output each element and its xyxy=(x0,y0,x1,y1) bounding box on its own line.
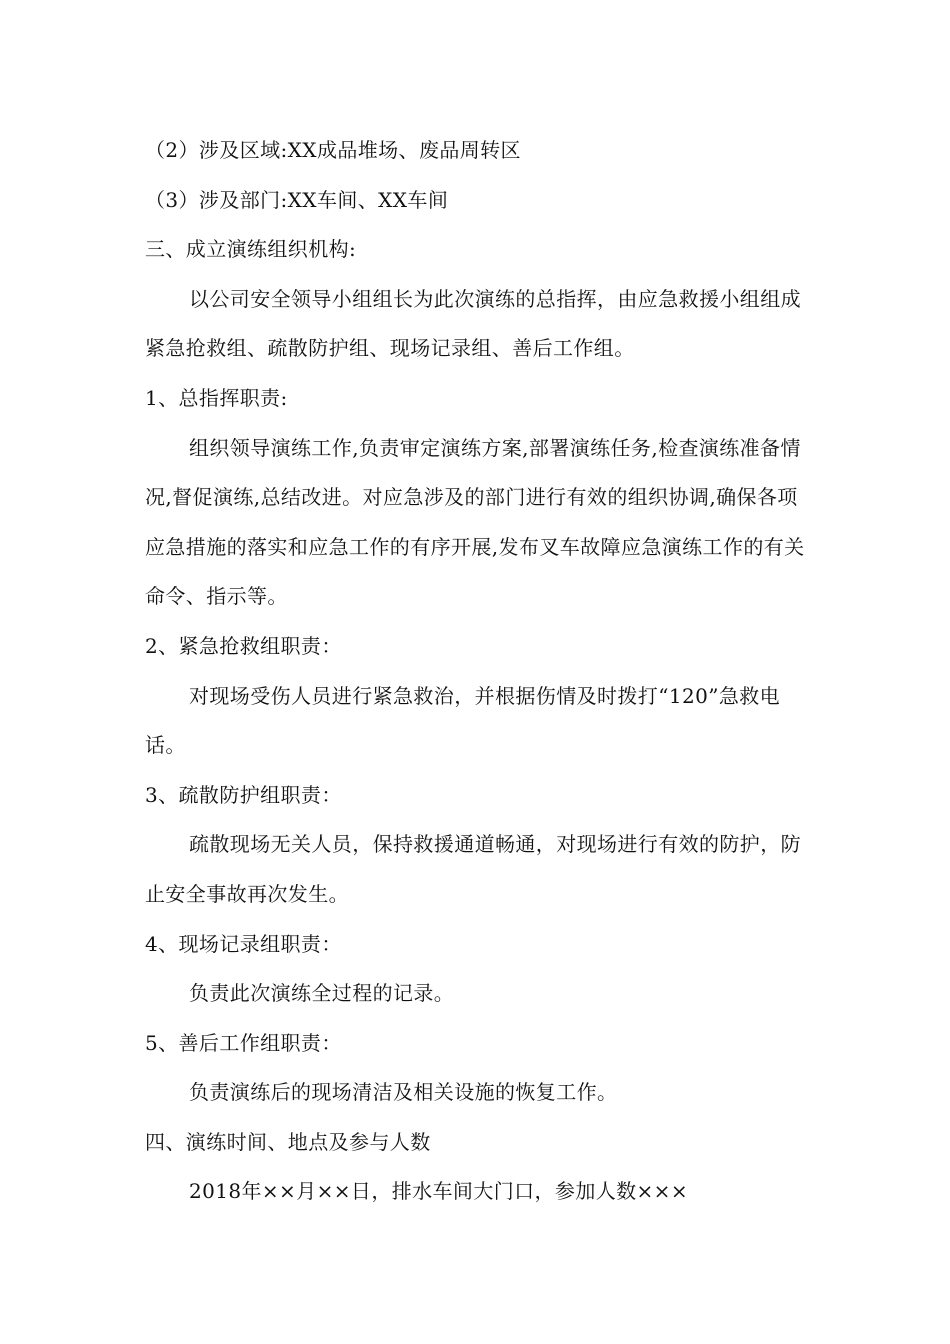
body-paragraph-time-place-participants: 2018年××月××日，排水车间大门口，参加人数××× xyxy=(189,1179,689,1204)
body-paragraph-organization: 以公司安全领导小组组长为此次演练的总指挥，由应急救援小组组成紧急抢救组、疏散防护组、现场记录组、善后工作组。 xyxy=(145,286,801,361)
section-heading-time-place-participants: 四、演练时间、地点及参与人数 xyxy=(145,1129,431,1154)
body-paragraph-record-group-duties: 负责此次演练全过程的记录。 xyxy=(189,981,455,1006)
section-heading-organization: 三、成立演练组织机构: xyxy=(145,237,357,262)
body-paragraph-commander-duties: 组织领导演练工作,负责审定演练方案,部署演练任务,检查演练准备情况,督促演练,总结改进。对应急涉及的部门进行有效的组织协调,确保各项应急措施的落实和应急工作的有序开展,发布叉车故障应急演练工作的有关命令、指示等。 xyxy=(145,435,805,609)
document-body xyxy=(145,126,805,1217)
subheading-rescue-group-duties: 2、紧急抢救组职责： xyxy=(145,633,342,658)
body-paragraph-evacuation-group-duties: 疏散现场无关人员，保持救援通道畅通，对现场进行有效的防护，防止安全事故再次发生。 xyxy=(145,832,801,906)
body-paragraph-aftermath-group-duties: 负责演练后的现场清洁及相关设施的恢复工作。 xyxy=(189,1080,618,1105)
section-item-scope-departments: （3）涉及部门:XX车间、XX车间 xyxy=(145,187,449,212)
section-item-scope-area: （2）涉及区域:XX成品堆场、废品周转区 xyxy=(145,138,521,162)
subheading-commander-duties: 1、总指挥职责: xyxy=(145,385,288,410)
subheading-record-group-duties: 4、现场记录组职责： xyxy=(145,931,342,956)
subheading-evacuation-group-duties: 3、疏散防护组职责： xyxy=(145,782,342,807)
subheading-aftermath-group-duties: 5、善后工作组职责： xyxy=(145,1030,342,1055)
body-paragraph-rescue-group-duties: 对现场受伤人员进行紧急救治，并根据伤情及时拨打“120”急救电话。 xyxy=(145,683,781,758)
